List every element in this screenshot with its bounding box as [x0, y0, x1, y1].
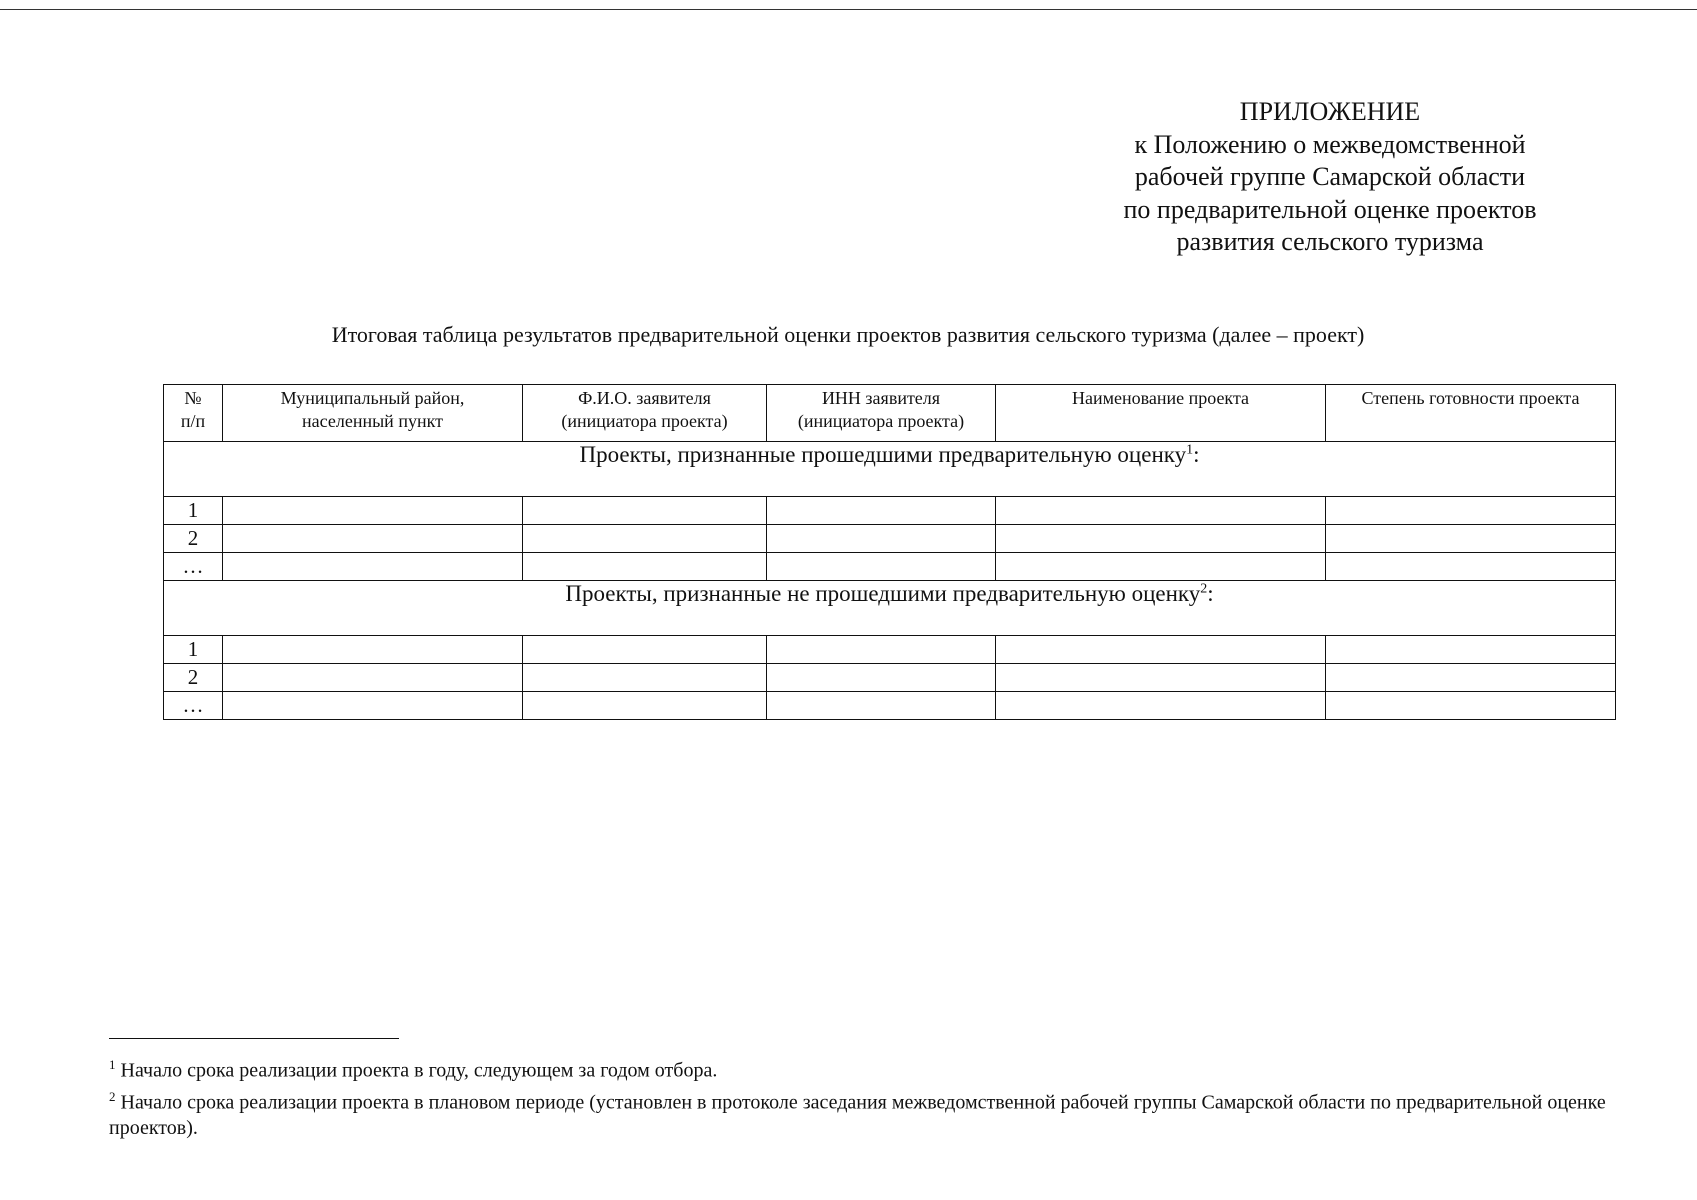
top-border-line: [0, 9, 1697, 10]
group-heading-text: Проекты, признанные не прошедшими предварительную оценку: [565, 581, 1201, 606]
table-row: [164, 525, 1616, 553]
cell-district: [223, 664, 523, 692]
header-district: [223, 385, 523, 442]
cell-project-name: [996, 692, 1326, 720]
footnotes: [109, 1052, 1609, 1141]
cell-readiness: [1326, 553, 1616, 581]
cell-readiness: [1326, 692, 1616, 720]
group-heading-passed: [164, 442, 1616, 497]
footnote-mark: 1: [109, 1057, 116, 1072]
cell-applicant-inn: [767, 636, 996, 664]
footnote-ref: 1: [1186, 442, 1194, 458]
cell-project-name: [996, 497, 1326, 525]
footnote-1: [109, 1052, 1609, 1084]
appendix-title: ПРИЛОЖЕНИЕ: [1239, 97, 1421, 126]
cell-applicant-name: [523, 525, 767, 553]
group-heading-row: [164, 442, 1616, 497]
table-row: [164, 664, 1616, 692]
row-number: …: [164, 692, 223, 720]
appendix-line: к Положению о межведомственной: [1134, 129, 1526, 159]
header-applicant-name-line1: Ф.И.О. заявителя: [578, 388, 711, 408]
footnote-2: [109, 1084, 1609, 1142]
group-heading-row: [164, 581, 1616, 636]
header-project-name: Наименование проекта: [996, 385, 1326, 442]
cell-applicant-name: [523, 497, 767, 525]
appendix-heading: [1080, 96, 1580, 259]
footnote-separator: [109, 1038, 399, 1039]
cell-applicant-name: [523, 692, 767, 720]
cell-applicant-name: [523, 553, 767, 581]
appendix-line: рабочей группе Самарской области: [1134, 162, 1526, 191]
header-district-line1: Муниципальный район,: [280, 388, 465, 408]
header-num-line2: п/п: [180, 411, 206, 431]
cell-applicant-inn: [767, 664, 996, 692]
group-heading-not-passed: [164, 581, 1616, 636]
table-header-row: [164, 385, 1616, 442]
footnote-mark: 2: [109, 1088, 116, 1104]
cell-project-name: [996, 553, 1326, 581]
group-heading-suffix: :: [1207, 581, 1214, 606]
cell-applicant-inn: [767, 692, 996, 720]
table-row: [164, 636, 1616, 664]
cell-readiness: [1326, 525, 1616, 553]
cell-applicant-name: [523, 636, 767, 664]
header-num-line1: №: [184, 388, 202, 408]
header-applicant-name-line2: (инициатора проекта): [561, 411, 728, 431]
header-applicant-inn-line2: (инициатора проекта): [797, 411, 965, 431]
group-heading-suffix: :: [1193, 442, 1200, 467]
document-title: Итоговая таблица результатов предварительной оценки проектов развития сельского туризма (далее – проект): [331, 322, 1365, 347]
header-district-line2: населенный пункт: [302, 411, 443, 431]
row-number: …: [164, 553, 223, 581]
cell-district: [223, 497, 523, 525]
cell-project-name: [996, 636, 1326, 664]
cell-readiness: [1326, 636, 1616, 664]
appendix-line: по предварительной оценке проектов: [1123, 194, 1537, 224]
table-row: [164, 553, 1616, 581]
table-row: [164, 692, 1616, 720]
cell-district: [223, 692, 523, 720]
cell-applicant-inn: [767, 553, 996, 581]
group-heading-text: Проекты, признанные прошедшими предварительную оценку: [579, 442, 1187, 467]
cell-district: [223, 553, 523, 581]
cell-applicant-inn: [767, 497, 996, 525]
row-number: 1: [164, 636, 223, 664]
header-applicant-inn-line1: ИНН заявителя: [821, 388, 941, 408]
header-applicant-name: [523, 385, 767, 442]
cell-readiness: [1326, 497, 1616, 525]
row-number: 2: [164, 664, 223, 692]
footnote-text: Начало срока реализации проекта в году, следующем за годом отбора.: [120, 1059, 718, 1082]
cell-project-name: [996, 664, 1326, 692]
row-number: 1: [164, 497, 223, 525]
cell-readiness: [1326, 664, 1616, 692]
footnote-ref: 2: [1200, 581, 1208, 597]
header-applicant-inn: [767, 385, 996, 442]
results-table: [163, 384, 1616, 720]
cell-applicant-name: [523, 664, 767, 692]
row-number: 2: [164, 525, 223, 553]
cell-project-name: [996, 525, 1326, 553]
table-row: [164, 497, 1616, 525]
cell-applicant-inn: [767, 525, 996, 553]
header-num: [164, 385, 223, 442]
header-readiness: Степень готовности проекта: [1326, 385, 1616, 442]
appendix-line: развития сельского туризма: [1176, 227, 1484, 256]
cell-district: [223, 636, 523, 664]
footnote-text: Начало срока реализации проекта в плановом периоде (установлен в протоколе заседания межведомственной рабочей группы Самарской области по предварительной оценке проектов).: [109, 1091, 1606, 1140]
cell-district: [223, 525, 523, 553]
